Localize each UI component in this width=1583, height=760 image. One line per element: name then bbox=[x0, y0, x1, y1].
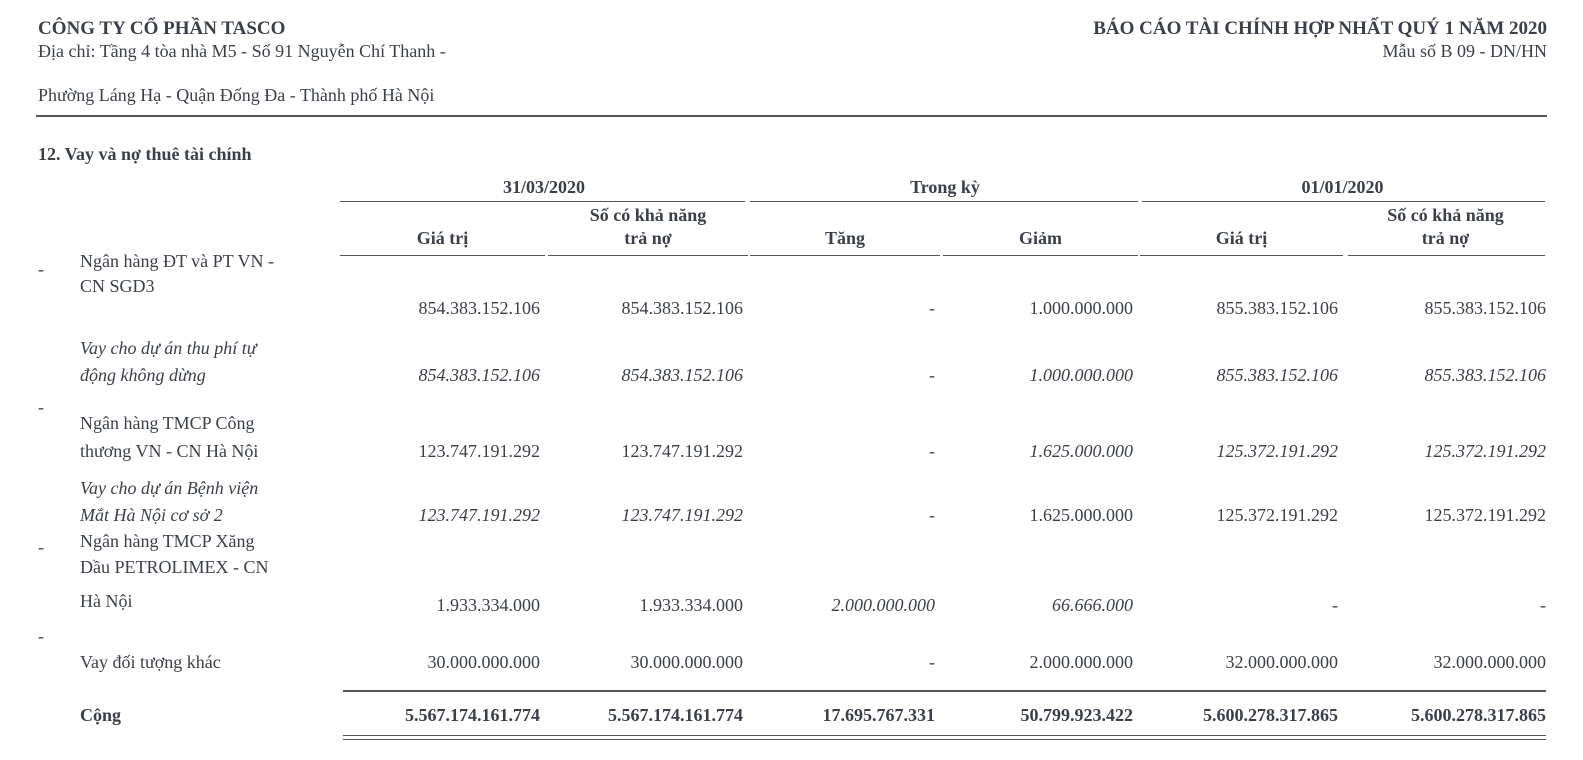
cell-value: 855.383.152.106 bbox=[1216, 365, 1338, 385]
total-label: Cộng bbox=[80, 705, 122, 725]
row-label: CN SGD3 bbox=[80, 276, 155, 296]
cell-value: 125.372.191.292 bbox=[1216, 441, 1338, 461]
cell-value: - bbox=[929, 441, 935, 461]
cell-value: 32.000.000.000 bbox=[1225, 652, 1338, 672]
col-header-so-co-kha-nang: Số có khả năng bbox=[589, 205, 707, 225]
row-label: thương VN - CN Hà Nội bbox=[80, 441, 259, 461]
row-label: động không dừng bbox=[80, 365, 206, 385]
group-header-01-01-2020: 01/01/2020 bbox=[1301, 177, 1384, 197]
cell-value: - bbox=[929, 652, 935, 672]
total-value: 5.600.278.317.865 bbox=[1203, 705, 1338, 725]
cell-value: 1.000.000.000 bbox=[1029, 365, 1133, 385]
row-label: Dầu PETROLIMEX - CN bbox=[80, 557, 269, 577]
row-label: Hà Nội bbox=[80, 591, 133, 611]
section-title: 12. Vay và nợ thuê tài chính bbox=[38, 144, 252, 164]
col-header-gia-tri: Giá trị bbox=[1215, 228, 1268, 248]
header-rule bbox=[548, 255, 748, 256]
group-header-31-03-2020: 31/03/2020 bbox=[502, 177, 585, 197]
total-value: 5.567.174.161.774 bbox=[405, 705, 540, 725]
cell-value: - bbox=[929, 365, 935, 385]
address-line-1: Địa chỉ: Tầng 4 tòa nhà M5 - Số 91 Nguyễn Chí Thanh - bbox=[38, 41, 446, 61]
cell-value: 30.000.000.000 bbox=[427, 652, 540, 672]
header-divider bbox=[36, 115, 1547, 117]
cell-value: 2.000.000.000 bbox=[1029, 652, 1133, 672]
row-label: Vay đối tượng khác bbox=[80, 652, 221, 672]
cell-value: 855.383.152.106 bbox=[1216, 298, 1338, 318]
cell-value: 1.933.334.000 bbox=[639, 595, 743, 615]
cell-value: 123.747.191.292 bbox=[621, 505, 743, 525]
report-title: BÁO CÁO TÀI CHÍNH HỢP NHẤT QUÝ 1 NĂM 2020 bbox=[1093, 18, 1547, 39]
row-marker: - bbox=[38, 397, 44, 417]
cell-value: 123.747.191.292 bbox=[418, 441, 540, 461]
cell-value: 66.666.000 bbox=[1052, 595, 1133, 615]
row-label: Vay cho dự án thu phí tự bbox=[80, 338, 257, 358]
cell-value: 855.383.152.106 bbox=[1424, 298, 1546, 318]
row-label: Ngân hàng ĐT và PT VN - bbox=[80, 251, 274, 271]
total-value: 17.695.767.331 bbox=[822, 705, 935, 725]
group-rule bbox=[750, 201, 1138, 202]
row-label: Mắt Hà Nội cơ sở 2 bbox=[80, 505, 223, 525]
cell-value: 30.000.000.000 bbox=[630, 652, 743, 672]
cell-value: - bbox=[929, 298, 935, 318]
cell-value: 123.747.191.292 bbox=[418, 505, 540, 525]
row-label: Vay cho dự án Bệnh viện bbox=[80, 478, 259, 498]
cell-value: - bbox=[1332, 595, 1338, 615]
total-double-rule-1 bbox=[343, 735, 1546, 736]
cell-value: 125.372.191.292 bbox=[1424, 505, 1546, 525]
header-rule bbox=[750, 255, 940, 256]
cell-value: 2.000.000.000 bbox=[831, 595, 935, 615]
cell-value: 123.747.191.292 bbox=[621, 441, 743, 461]
address-line-2: Phường Láng Hạ - Quận Đống Đa - Thành phố Hà Nội bbox=[38, 85, 435, 105]
form-code: Mẫu số B 09 - DN/HN bbox=[1382, 41, 1547, 61]
header-rule bbox=[340, 255, 545, 256]
cell-value: 125.372.191.292 bbox=[1216, 505, 1338, 525]
col-header-tra-no: trả nợ bbox=[1421, 228, 1470, 248]
col-header-so-co-kha-nang: Số có khả năng bbox=[1387, 205, 1504, 225]
cell-value: 854.383.152.106 bbox=[621, 298, 743, 318]
company-name: CÔNG TY CỔ PHẦN TASCO bbox=[38, 18, 286, 39]
group-header-trong-ky: Trong kỳ bbox=[910, 177, 980, 197]
cell-value: 1.000.000.000 bbox=[1029, 298, 1133, 318]
col-header-giam: Giảm bbox=[1019, 228, 1062, 248]
header-rule bbox=[1348, 255, 1545, 256]
row-marker: - bbox=[38, 259, 44, 279]
col-header-tra-no: trả nợ bbox=[624, 228, 672, 248]
cell-value: - bbox=[929, 505, 935, 525]
cell-value: 32.000.000.000 bbox=[1433, 652, 1546, 672]
total-value: 5.567.174.161.774 bbox=[608, 705, 743, 725]
row-label: Ngân hàng TMCP Công bbox=[80, 413, 255, 433]
row-marker: - bbox=[38, 626, 44, 646]
cell-value: 854.383.152.106 bbox=[418, 365, 540, 385]
total-top-rule bbox=[343, 690, 1546, 692]
total-double-rule-2 bbox=[343, 739, 1546, 740]
header-rule bbox=[1140, 255, 1343, 256]
cell-value: 125.372.191.292 bbox=[1424, 441, 1546, 461]
cell-value: 1.625.000.000 bbox=[1029, 505, 1133, 525]
row-label: Ngân hàng TMCP Xăng bbox=[80, 531, 255, 551]
col-header-tang: Tăng bbox=[824, 228, 866, 248]
cell-value: 1.625.000.000 bbox=[1029, 441, 1133, 461]
cell-value: - bbox=[1540, 595, 1546, 615]
cell-value: 855.383.152.106 bbox=[1424, 365, 1546, 385]
col-header-gia-tri: Giá trị bbox=[416, 228, 469, 248]
total-value: 50.799.923.422 bbox=[1020, 705, 1133, 725]
group-rule bbox=[1142, 201, 1545, 202]
cell-value: 854.383.152.106 bbox=[621, 365, 743, 385]
row-marker: - bbox=[38, 537, 44, 557]
total-value: 5.600.278.317.865 bbox=[1411, 705, 1546, 725]
group-rule bbox=[340, 201, 745, 202]
header-rule bbox=[943, 255, 1138, 256]
cell-value: 854.383.152.106 bbox=[418, 298, 540, 318]
cell-value: 1.933.334.000 bbox=[436, 595, 540, 615]
